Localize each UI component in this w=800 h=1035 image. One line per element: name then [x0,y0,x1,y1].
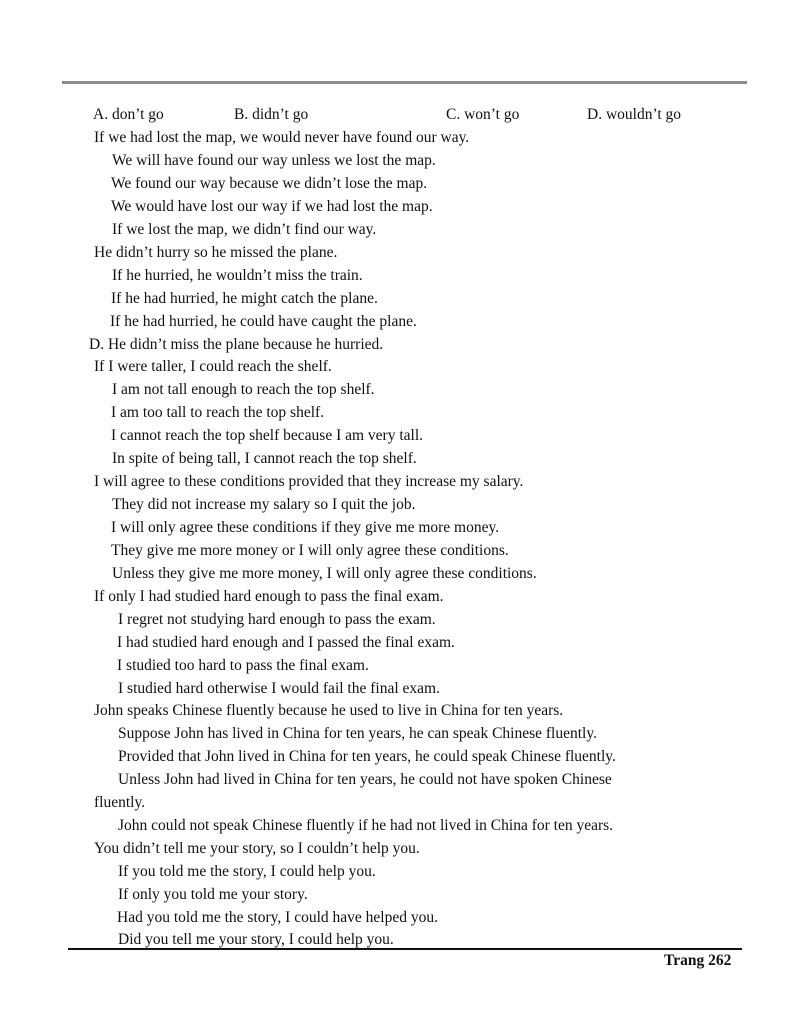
question-stem: John speaks Chinese fluently because he used to live in China for ten years. [94,702,564,719]
answer-option: If you told me the story, I could help you. [118,863,376,880]
bottom-rule [68,948,742,950]
answer-option: We found our way because we didn’t lose the map. [111,175,428,192]
answer-option: Had you told me the story, I could have helped you. [117,909,438,926]
answer-option: If he had hurried, he could have caught the plane. [110,313,417,330]
answer-option: We will have found our way unless we lost the map. [112,152,436,169]
answer-option: If he hurried, he wouldn’t miss the train. [112,267,363,284]
answer-option: Unless John had lived in China for ten years, he could not have spoken Chinese [118,771,612,788]
answer-option: If he had hurried, he might catch the plane. [111,290,378,307]
answer-option: If only you told me your story. [118,886,308,903]
answer-option-continuation: fluently. [94,794,146,811]
answer-option: I studied too hard to pass the final exam. [117,657,369,674]
answer-option: John could not speak Chinese fluently if he had not lived in China for ten years. [118,817,614,834]
answer-option: I am too tall to reach the top shelf. [111,404,325,421]
answer-option: I will only agree these conditions if they give me more money. [111,519,500,536]
answer-option: They did not increase my salary so I quit the job. [112,496,416,513]
answer-option: Provided that John lived in China for ten years, he could speak Chinese fluently. [118,748,616,765]
answer-option: Did you tell me your story, I could help you. [118,931,394,948]
question-stem: If only I had studied hard enough to pass the final exam. [94,588,444,605]
answer-option: D. He didn’t miss the plane because he hurried. [89,336,384,353]
question-stem: He didn’t hurry so he missed the plane. [94,244,338,261]
answer-option: Unless they give me more money, I will only agree these conditions. [112,565,537,582]
option-b: B. didn’t go [234,106,309,123]
answer-option: I had studied hard enough and I passed the final exam. [117,634,455,651]
answer-option: I cannot reach the top shelf because I am very tall. [111,427,424,444]
question-stem: If I were taller, I could reach the shelf. [94,358,332,375]
option-d: D. wouldn’t go [587,106,682,123]
question-stem: If we had lost the map, we would never have found our way. [94,129,470,146]
answer-option: I am not tall enough to reach the top shelf. [112,381,375,398]
answer-option: I regret not studying hard enough to pass the exam. [118,611,436,628]
page-number: Trang 262 [664,952,732,969]
option-c: C. won’t go [446,106,520,123]
answer-option: If we lost the map, we didn’t find our way. [112,221,377,238]
answer-option: In spite of being tall, I cannot reach the top shelf. [112,450,417,467]
answer-option: We would have lost our way if we had lost the map. [111,198,433,215]
answer-option: I studied hard otherwise I would fail the final exam. [118,680,440,697]
question-stem: I will agree to these conditions provided that they increase my salary. [94,473,524,490]
answer-option: Suppose John has lived in China for ten years, he can speak Chinese fluently. [118,725,597,742]
top-rule [62,81,747,84]
answer-option: They give me more money or I will only agree these conditions. [111,542,509,559]
option-a: A. don’t go [93,106,164,123]
question-stem: You didn’t tell me your story, so I couldn’t help you. [94,840,420,857]
